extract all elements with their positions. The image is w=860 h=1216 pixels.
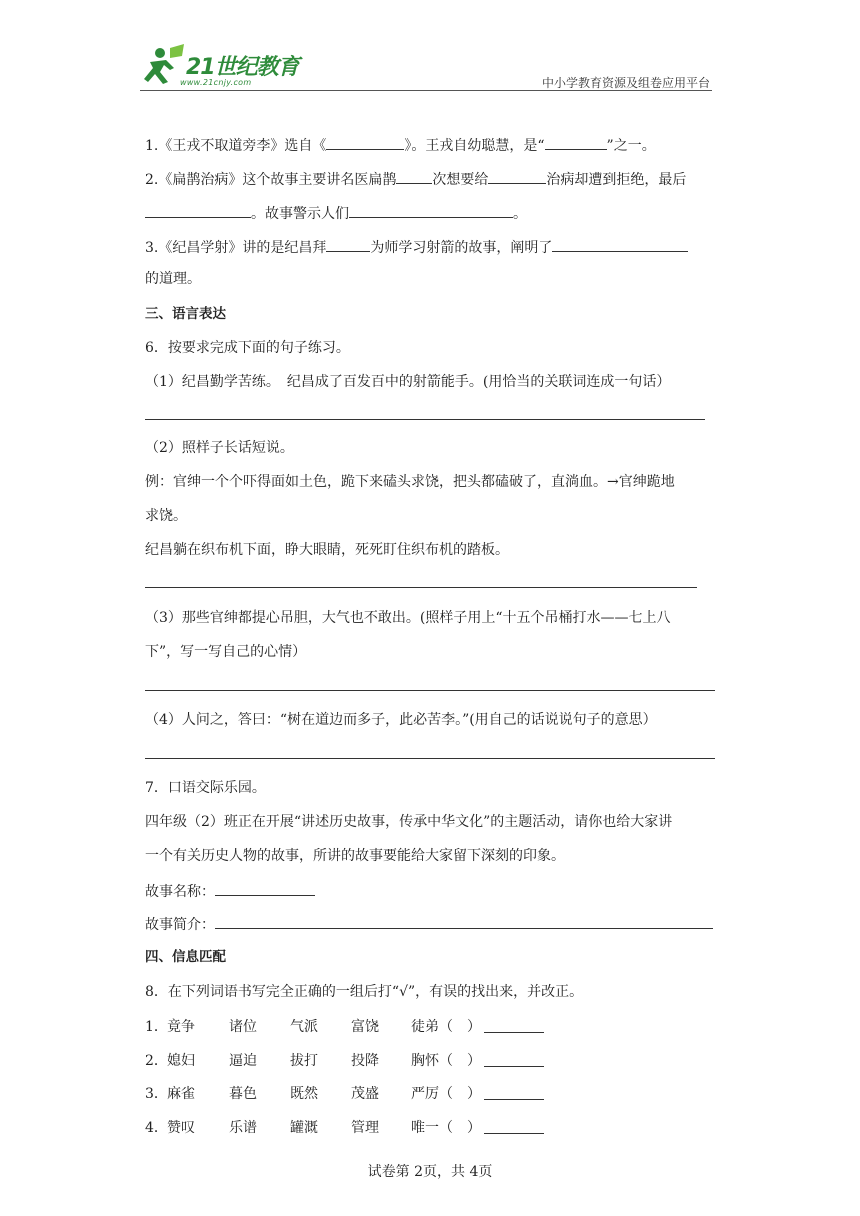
platform-name: 中小学教育资源及组卷应用平台 (541, 76, 710, 90)
question-7-desc: 四年级（2）班正在开展“讲述历史故事，传承中华文化”的主题活动，请你也给大家讲 (145, 814, 673, 830)
header-divider (140, 90, 712, 91)
answer-blank[interactable] (326, 237, 370, 252)
page-footer: 试卷第 2页，共 4页 (367, 1164, 493, 1180)
question-6-part3: （3）那些官绅都提心吊胆，大气也不敢出。(照样子用上“十五个吊桶打水——七上八 (145, 610, 671, 626)
question-6-part1: （1）纪昌勤学苦练。 纪昌成了百发百中的射箭能手。(用恰当的关联词连成一句话） (145, 374, 671, 390)
question-6-example: 例：官绅一个个吓得面如土色，跪下来磕头求饶，把头都磕破了，直淌血。→官绅跪地 (145, 474, 675, 490)
question-2: 2.《扁鹊治病》这个故事主要讲名医扁鹊 次想要给 治病却遭到拒绝，最后 (145, 169, 686, 189)
answer-line[interactable] (145, 587, 697, 588)
question-6-part3-cont: 下”，写一写自己的心情） (145, 644, 307, 660)
answer-line[interactable] (145, 690, 715, 691)
logo-url: www.21cnjy.com (180, 78, 252, 87)
answer-blank[interactable] (484, 1119, 544, 1134)
answer-blank[interactable] (552, 237, 688, 252)
question-6-example-cont: 求饶。 (145, 508, 187, 524)
question-7-desc-cont: 一个有关历史人物的故事，所讲的故事要能给大家留下深刻的印象。 (145, 848, 565, 864)
question-2-cont: 。故事警示人们 。 (145, 203, 527, 223)
answer-blank[interactable] (484, 1052, 544, 1067)
story-intro-label: 故事简介： (145, 917, 215, 933)
story-name-field[interactable] (215, 881, 315, 896)
story-name-row (145, 881, 315, 901)
question-3-cont: 的道理。 (145, 271, 201, 287)
answer-blank[interactable] (145, 203, 251, 218)
exam-page: 21世纪教育 www.21cnjy.com 中小学教育资源及组卷应用平台 1.《王戎不取道旁李》选自《 》。王戎自幼聪慧，是“ ”之一。 2.《扁鹊治病》这个故事主要讲名医扁鹊 次想要给 治病却遭到拒绝，最后 。故事警示人们 。 3.《纪昌学射》讲的是纪昌拜 为师学习射箭的故事，阐明了 的道理。 三、语言表达 6．按要求完成下面的句子练习。 （1）纪昌勤学苦练。 纪昌成了百发百中的射箭能手。(用恰当的关联词连成一句话） （2）照样子长话短说。 例：官绅一个个吓得面如土色，跪下来磕头求饶，把头都磕破了，直淌血。→官绅跪地 求饶。 纪昌躺在织布机下面，睁大眼睛，死死盯住织布机的踏板。 （3）那些官绅都提心吊胆，大气也不敢出。(照样子用上“十五个吊桶打水——七上八 下”，写一写自己的心情） （4）人问之，答曰：“树在道边而多子，此必苦李。”(用自己的话说说句子的意思） 7．口语交际乐园。 四年级（2）班正在开展“讲述历史故事，传承中华文化”的主题活动，请你也给大家讲 一个有关历史人物的故事，所讲的故事要能给大家留下深刻的印象。 故事名称： 故事简介： 四、信息匹配 8．在下列词语书写完全正确的一组后打“√”，有误的找出来，并改正。 1． 竟争 诸位 气派 富饶 徒弟（ ） 2． 媳妇 逼迫 拔打 投降 胸怀（ ） 3． 麻雀 暮色 既然 茂盛 严厉（ ） 4． 赞叹 乐谱 罐溉 管理 唯一（ ） 试卷第 2页，共 4页 (0, 0, 860, 1216)
question-7-title: 7．口语交际乐园。 (145, 780, 266, 796)
question-6-title: 6．按要求完成下面的句子练习。 (145, 340, 350, 356)
answer-line[interactable] (145, 758, 715, 759)
logo-text: 21世纪教育 (186, 55, 299, 80)
answer-blank[interactable] (349, 203, 513, 218)
answer-blank[interactable] (488, 169, 546, 184)
question-6-part4: （4）人问之，答曰：“树在道边而多子，此必苦李。”(用自己的话说说句子的意思） (145, 712, 657, 728)
answer-blank[interactable] (484, 1018, 544, 1033)
section-heading-4: 四、信息匹配 (145, 949, 226, 965)
answer-blank[interactable] (545, 135, 607, 150)
question-8-title: 8．在下列词语书写完全正确的一组后打“√”，有误的找出来，并改正。 (145, 984, 584, 1000)
question-3: 3.《纪昌学射》讲的是纪昌拜 为师学习射箭的故事，阐明了 (145, 237, 688, 257)
section-heading-3: 三、语言表达 (145, 306, 226, 322)
answer-blank[interactable] (326, 135, 404, 150)
question-6-sentence: 纪昌躺在织布机下面，睁大眼睛，死死盯住织布机的踏板。 (145, 542, 509, 558)
answer-blank[interactable] (484, 1085, 544, 1100)
answer-blank[interactable] (396, 169, 432, 184)
story-intro-row (145, 914, 713, 934)
site-logo (140, 44, 310, 92)
story-intro-field[interactable] (215, 914, 713, 929)
question-1: 1.《王戎不取道旁李》选自《 》。王戎自幼聪慧，是“ ”之一。 (145, 135, 656, 155)
story-name-label: 故事名称： (145, 884, 215, 900)
answer-line[interactable] (145, 419, 705, 420)
question-6-part2: （2）照样子长话短说。 (145, 440, 294, 456)
